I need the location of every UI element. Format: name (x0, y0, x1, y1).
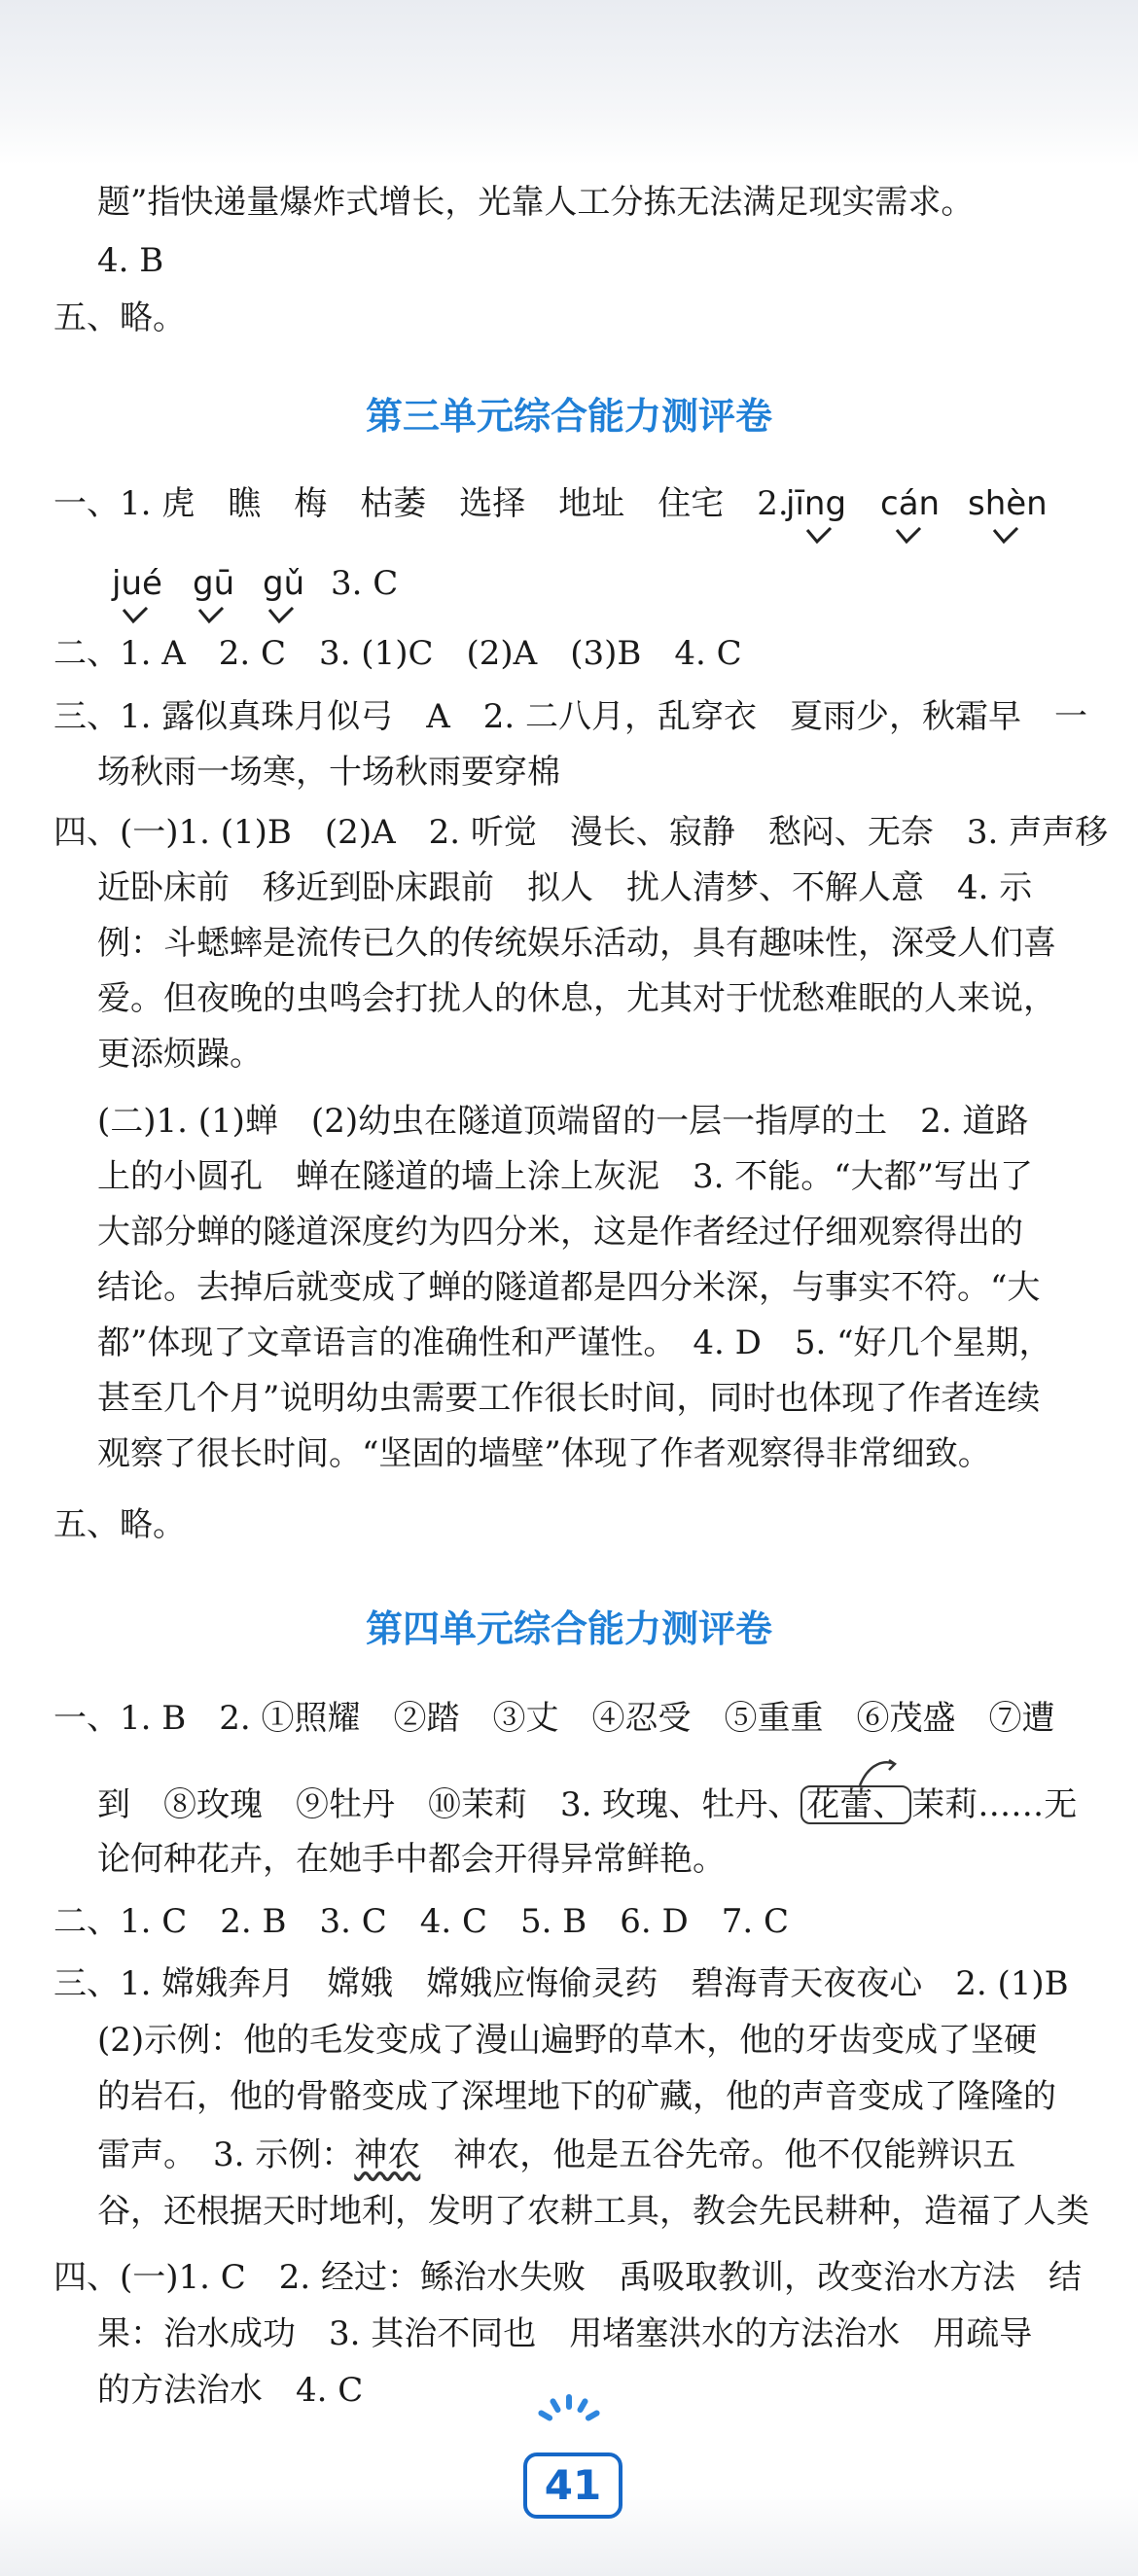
answer-line: 论何种花卉，在她手中都会开得异常鲜艳。 (97, 1840, 726, 1879)
checkmark-icon (197, 607, 225, 624)
checkmark-icon (267, 607, 295, 624)
answer-text: 到 ⑧玫瑰 ⑨牡丹 ⑩茉莉 3. 玫瑰、牡丹、 (97, 1785, 801, 1824)
answer-line: 二、1. A 2. C 3. (1)C (2)A (3)B 4. C (53, 634, 742, 673)
answer-line: 一、1. 虎 瞧 梅 枯萎 选择 地址 住宅 2. (53, 484, 789, 523)
answer-line: 更添烦躁。 (97, 1035, 263, 1074)
answer-line: 爱。但夜晚的虫鸣会打扰人的休息，尤其对于忧愁难眠的人来说， (97, 979, 1056, 1018)
answer-line: (2)示例：他的毛发变成了漫山遍野的草木，他的牙齿变成了坚硬 (97, 2021, 1038, 2060)
answer-line: 谷，还根据天时地利，发明了农耕工具，教会先民耕种，造福了人类 (97, 2192, 1089, 2231)
answer-line: 结论。去掉后就变成了蝉的隧道都是四分米深，与事实不符。“大 (97, 1268, 1041, 1307)
answer-text: 神农，他是五谷先帝。他不仅能辨识五 (420, 2135, 1016, 2174)
answer-line: 三、1. 露似真珠月似弓 A 2. 二八月，乱穿衣 夏雨少，秋霜早 一 (53, 697, 1088, 736)
answer-line (97, 1785, 1077, 1824)
answer-line: 甚至几个月”说明幼虫需要工作很长时间，同时也体现了作者连续 (97, 1379, 1041, 1418)
answer-line (97, 2135, 1015, 2174)
answer-line: 3. C (331, 564, 399, 603)
answer-line: 题”指快递量爆炸式增长，光靠人工分拣无法满足现实需求。 (97, 183, 975, 222)
pinyin: shèn (968, 484, 1048, 523)
checkmark-icon (895, 527, 922, 545)
answer-line: 四、(一)1. (1)B (2)A 2. 听觉 漫长、寂静 愁闷、无奈 3. 声声移 (53, 813, 1109, 852)
section-title-unit-3: 第三单元综合能力测评卷 (365, 395, 772, 438)
answer-line: 例：斗蟋蟀是流传已久的传统娱乐活动，具有趣味性，深受人们喜 (97, 924, 1056, 963)
pinyin: gū (193, 564, 235, 603)
circled-word: 花蕾、 (800, 1785, 911, 1824)
pinyin: jīng (786, 484, 847, 523)
answer-line: 都”体现了文章语言的准确性和严谨性。 4. D 5. “好几个星期， (97, 1323, 1052, 1362)
checkmark-icon (122, 607, 149, 624)
pinyin: cán (880, 484, 941, 523)
answer-line: 观察了很长时间。“坚固的墙壁”体现了作者观察得非常细致。 (97, 1434, 991, 1473)
checkmark-icon (992, 527, 1019, 545)
checkmark-icon (805, 527, 833, 545)
answer-line: 上的小圆孔 蝉在隧道的墙上涂上灰泥 3. 不能。“大都”写出了 (97, 1157, 1034, 1196)
insert-mark-icon (856, 1758, 899, 1787)
answer-line: 五、略。 (53, 1505, 186, 1544)
answer-line: 近卧床前 移近到卧床跟前 拟人 扰人清梦、不解人意 4. 示 (97, 868, 1033, 907)
answer-line: 四、(一)1. C 2. 经过：鲧治水失败 禹吸取教训，改变治水方法 结 (53, 2258, 1083, 2297)
answer-line: 的岩石，他的骨骼变成了深埋地下的矿藏，他的声音变成了隆隆的 (97, 2077, 1056, 2116)
answer-line: 一、1. B 2. ①照耀 ②踏 ③丈 ④忍受 ⑤重重 ⑥茂盛 ⑦遭 (53, 1699, 1055, 1738)
page-number-badge (517, 2410, 621, 2517)
section-title-unit-4: 第四单元综合能力测评卷 (365, 1607, 772, 1650)
answer-text: 茉莉……无 (911, 1785, 1078, 1824)
pinyin: gǔ (263, 564, 305, 603)
answer-line: (二)1. (1)蝉 (2)幼虫在隧道顶端留的一层一指厚的土 2. 道路 (97, 1102, 1029, 1141)
answer-line: 二、1. C 2. B 3. C 4. C 5. B 6. D 7. C (53, 1902, 790, 1941)
pinyin: jué (112, 564, 162, 603)
page-number: 41 (523, 2452, 622, 2519)
answer-line: 三、1. 嫦娥奔月 嫦娥 嫦娥应悔偷灵药 碧海青天夜夜心 2. (1)B (53, 1964, 1069, 2003)
answer-line: 大部分蝉的隧道深度约为四分米，这是作者经过仔细观察得出的 (97, 1213, 1023, 1252)
answer-line: 4. B (97, 241, 164, 280)
answer-line: 场秋雨一场寒，十场秋雨要穿棉 (97, 753, 560, 792)
wavy-underlined-word: 神农 (354, 2135, 421, 2174)
answer-line: 五、略。 (53, 299, 186, 337)
page-top-shade (0, 0, 1138, 165)
answer-line: 果：治水成功 3. 其治不同也 用堵塞洪水的方法治水 用疏导 (97, 2314, 1033, 2353)
answer-line: 的方法治水 4. C (97, 2371, 364, 2410)
answer-text: 雷声。 3. 示例： (97, 2135, 355, 2174)
